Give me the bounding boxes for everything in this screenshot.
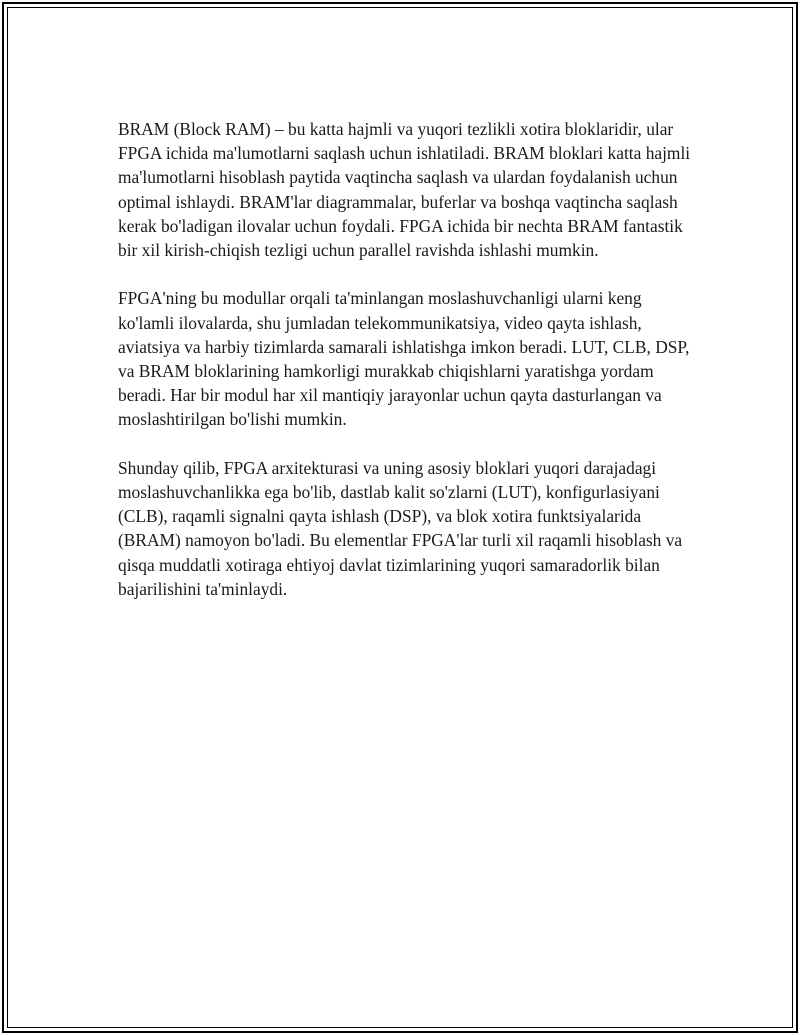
paragraph-bram: BRAM (Block RAM) – bu katta hajmli va yuqori tezlikli xotira bloklaridir, ular FPGA ichida ma'lumotlarni saqlash uchun ishlatiladi. BRAM bloklari katta hajmli ma'lumotlarni hisoblash paytida vaqtincha saqlash va ulardan foydalanish uchun optimal ishlaydi. BRAM'lar diagrammalar, buferlar va boshqa vaqtincha saqlash kerak bo'ladigan ilovalar uchun foydali. FPGA ichida bir nechta BRAM fantastik bir xil kirish-chiqish tezligi uchun parallel ravishda ishlashi mumkin.	[118, 119, 691, 261]
document-body	[118, 117, 698, 625]
paragraph-conclusion: Shunday qilib, FPGA arxitekturasi va uning asosiy bloklari yuqori darajadagi moslashuvchanlikka ega bo'lib, dastlab kalit so'zlarni (LUT), konfigurlasiyani (CLB), raqamli signalni qayta ishlash (DSP), va blok xotira funktsiyalarida (BRAM) namoyon bo'ladi. Bu elementlar FPGA'lar turli xil raqamli hisoblash va qisqa muddatli xotiraga ehtiyoj davlat tizimlarining yuqori samaradorlik bilan bajarilishini ta'minlaydi.	[118, 457, 683, 599]
paragraph-flexibility: FPGA'ning bu modullar orqali ta'minlangan moslashuvchanligi ularni keng ko'lamli ilovalarda, shu jumladan telekommunikatsiya, video qayta ishlash, aviatsiya va harbiy tizimlarda samarali ishlatishga imkon beradi. LUT, CLB, DSP, va BRAM bloklarining hamkorligi murakkab chiqishlarni yaratishga yordam beradi. Har bir modul har xil mantiqiy jarayonlar uchun qayta dasturlangan va moslashtirilgan bo'lishi mumkin.	[118, 288, 690, 430]
